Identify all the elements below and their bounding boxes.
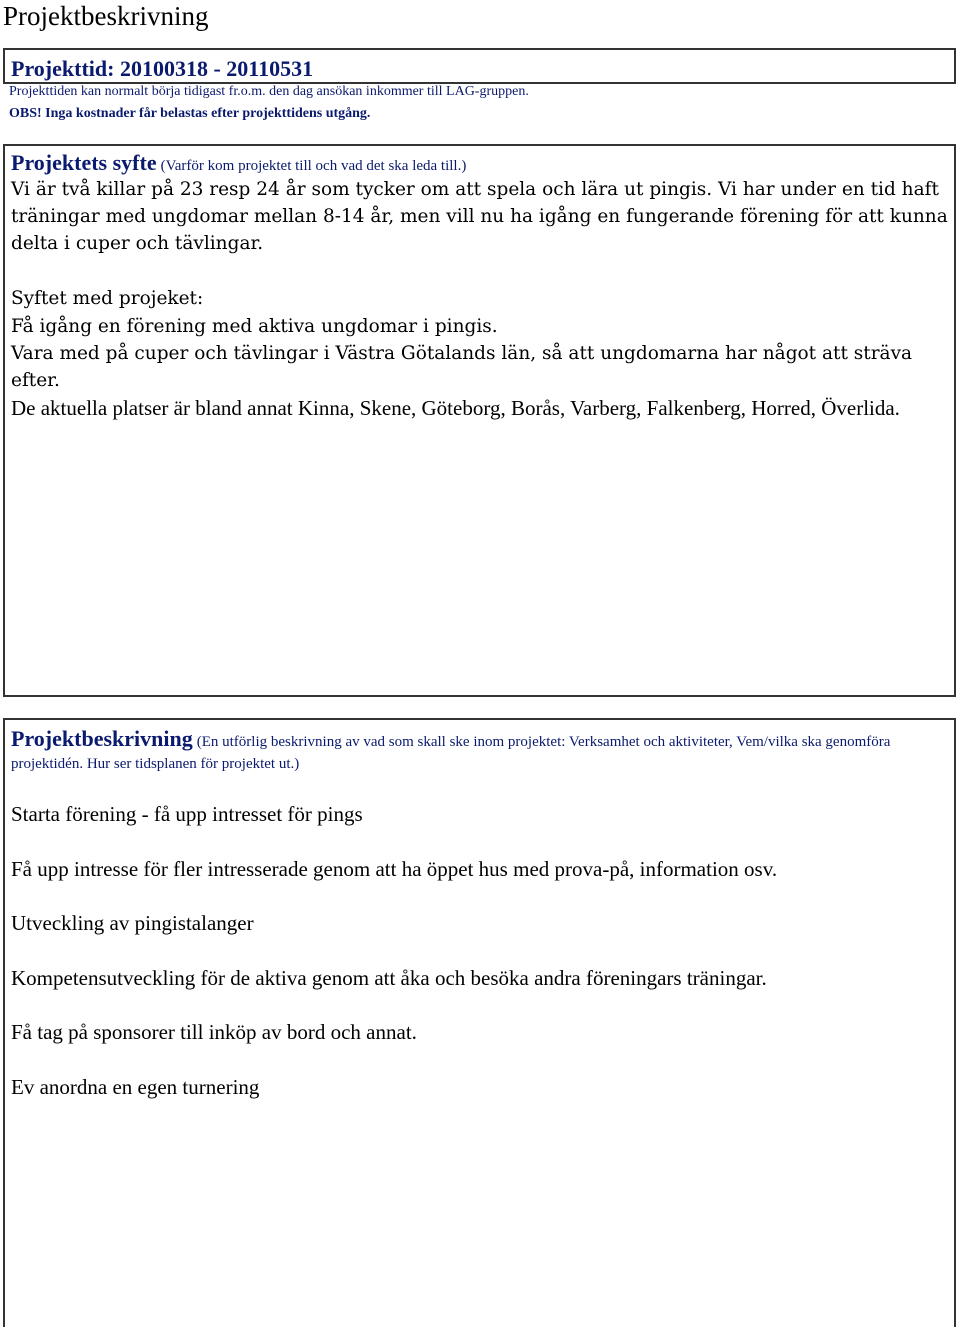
purpose-heading-title: Projektets syfte: [11, 150, 157, 175]
purpose-heading: [11, 150, 466, 176]
purpose-text: Vi är två killar på 23 resp 24 år som tycker om att spela och lära ut pingis. Vi har under en tid haft träningar med ungdomar mellan 8-14 år, men vill nu ha igång en fungerande förening för att kunna delta i cuper och tävlingar.: [11, 179, 948, 254]
description-box: [3, 718, 956, 1327]
description-item: Få upp intresse för fler intresserade genom att ha öppet hus med prova-på, information osv.: [11, 857, 778, 881]
project-period-title: Projekttid: 20100318 - 20110531: [11, 56, 314, 81]
description-item: Starta förening - få upp intresset för pings: [11, 802, 363, 826]
purpose-subheading: Syftet med projeket:: [11, 288, 204, 309]
project-period-note: Projekttiden kan normalt börja tidigast fr.o.m. den dag ansökan inkommer till LAG-gruppen.: [9, 84, 529, 99]
purpose-goal: De aktuella platser är bland annat Kinna, Skene, Göteborg, Borås, Varberg, Falkenberg, Horred, Överlida.: [11, 396, 900, 420]
description-heading-title: Projektbeskrivning: [11, 726, 193, 751]
description-item: Kompetensutveckling för de aktiva genom att åka och besöka andra föreningars träningar.: [11, 966, 767, 990]
project-period-warning: OBS! Inga kostnader får belastas efter projekttidens utgång.: [9, 106, 371, 121]
description-heading: [11, 728, 941, 775]
purpose-box: [3, 144, 956, 697]
purpose-goal: Vara med på cuper och tävlingar i Västra Götalands län, så att ungdomarna har något att sträva efter.: [11, 343, 913, 391]
project-period-box: [3, 48, 956, 84]
purpose-goal: Få igång en förening med aktiva ungdomar i pingis.: [11, 316, 498, 337]
description-item: Få tag på sponsorer till inköp av bord och annat.: [11, 1020, 417, 1044]
description-item: Utveckling av pingistalanger: [11, 911, 254, 935]
description-item: Ev anordna en egen turnering: [11, 1075, 260, 1099]
purpose-heading-hint: (Varför kom projektet till och vad det ska leda till.): [160, 158, 467, 174]
page-title: Projektbeskrivning: [3, 1, 209, 31]
description-heading-hint: (En utförlig beskrivning av vad som skall ske inom projektet: Verksamhet och aktiviteter, Vem/vilka ska genomföra projektidén. Hur ser tidsplanen för projektet ut.): [11, 734, 891, 772]
